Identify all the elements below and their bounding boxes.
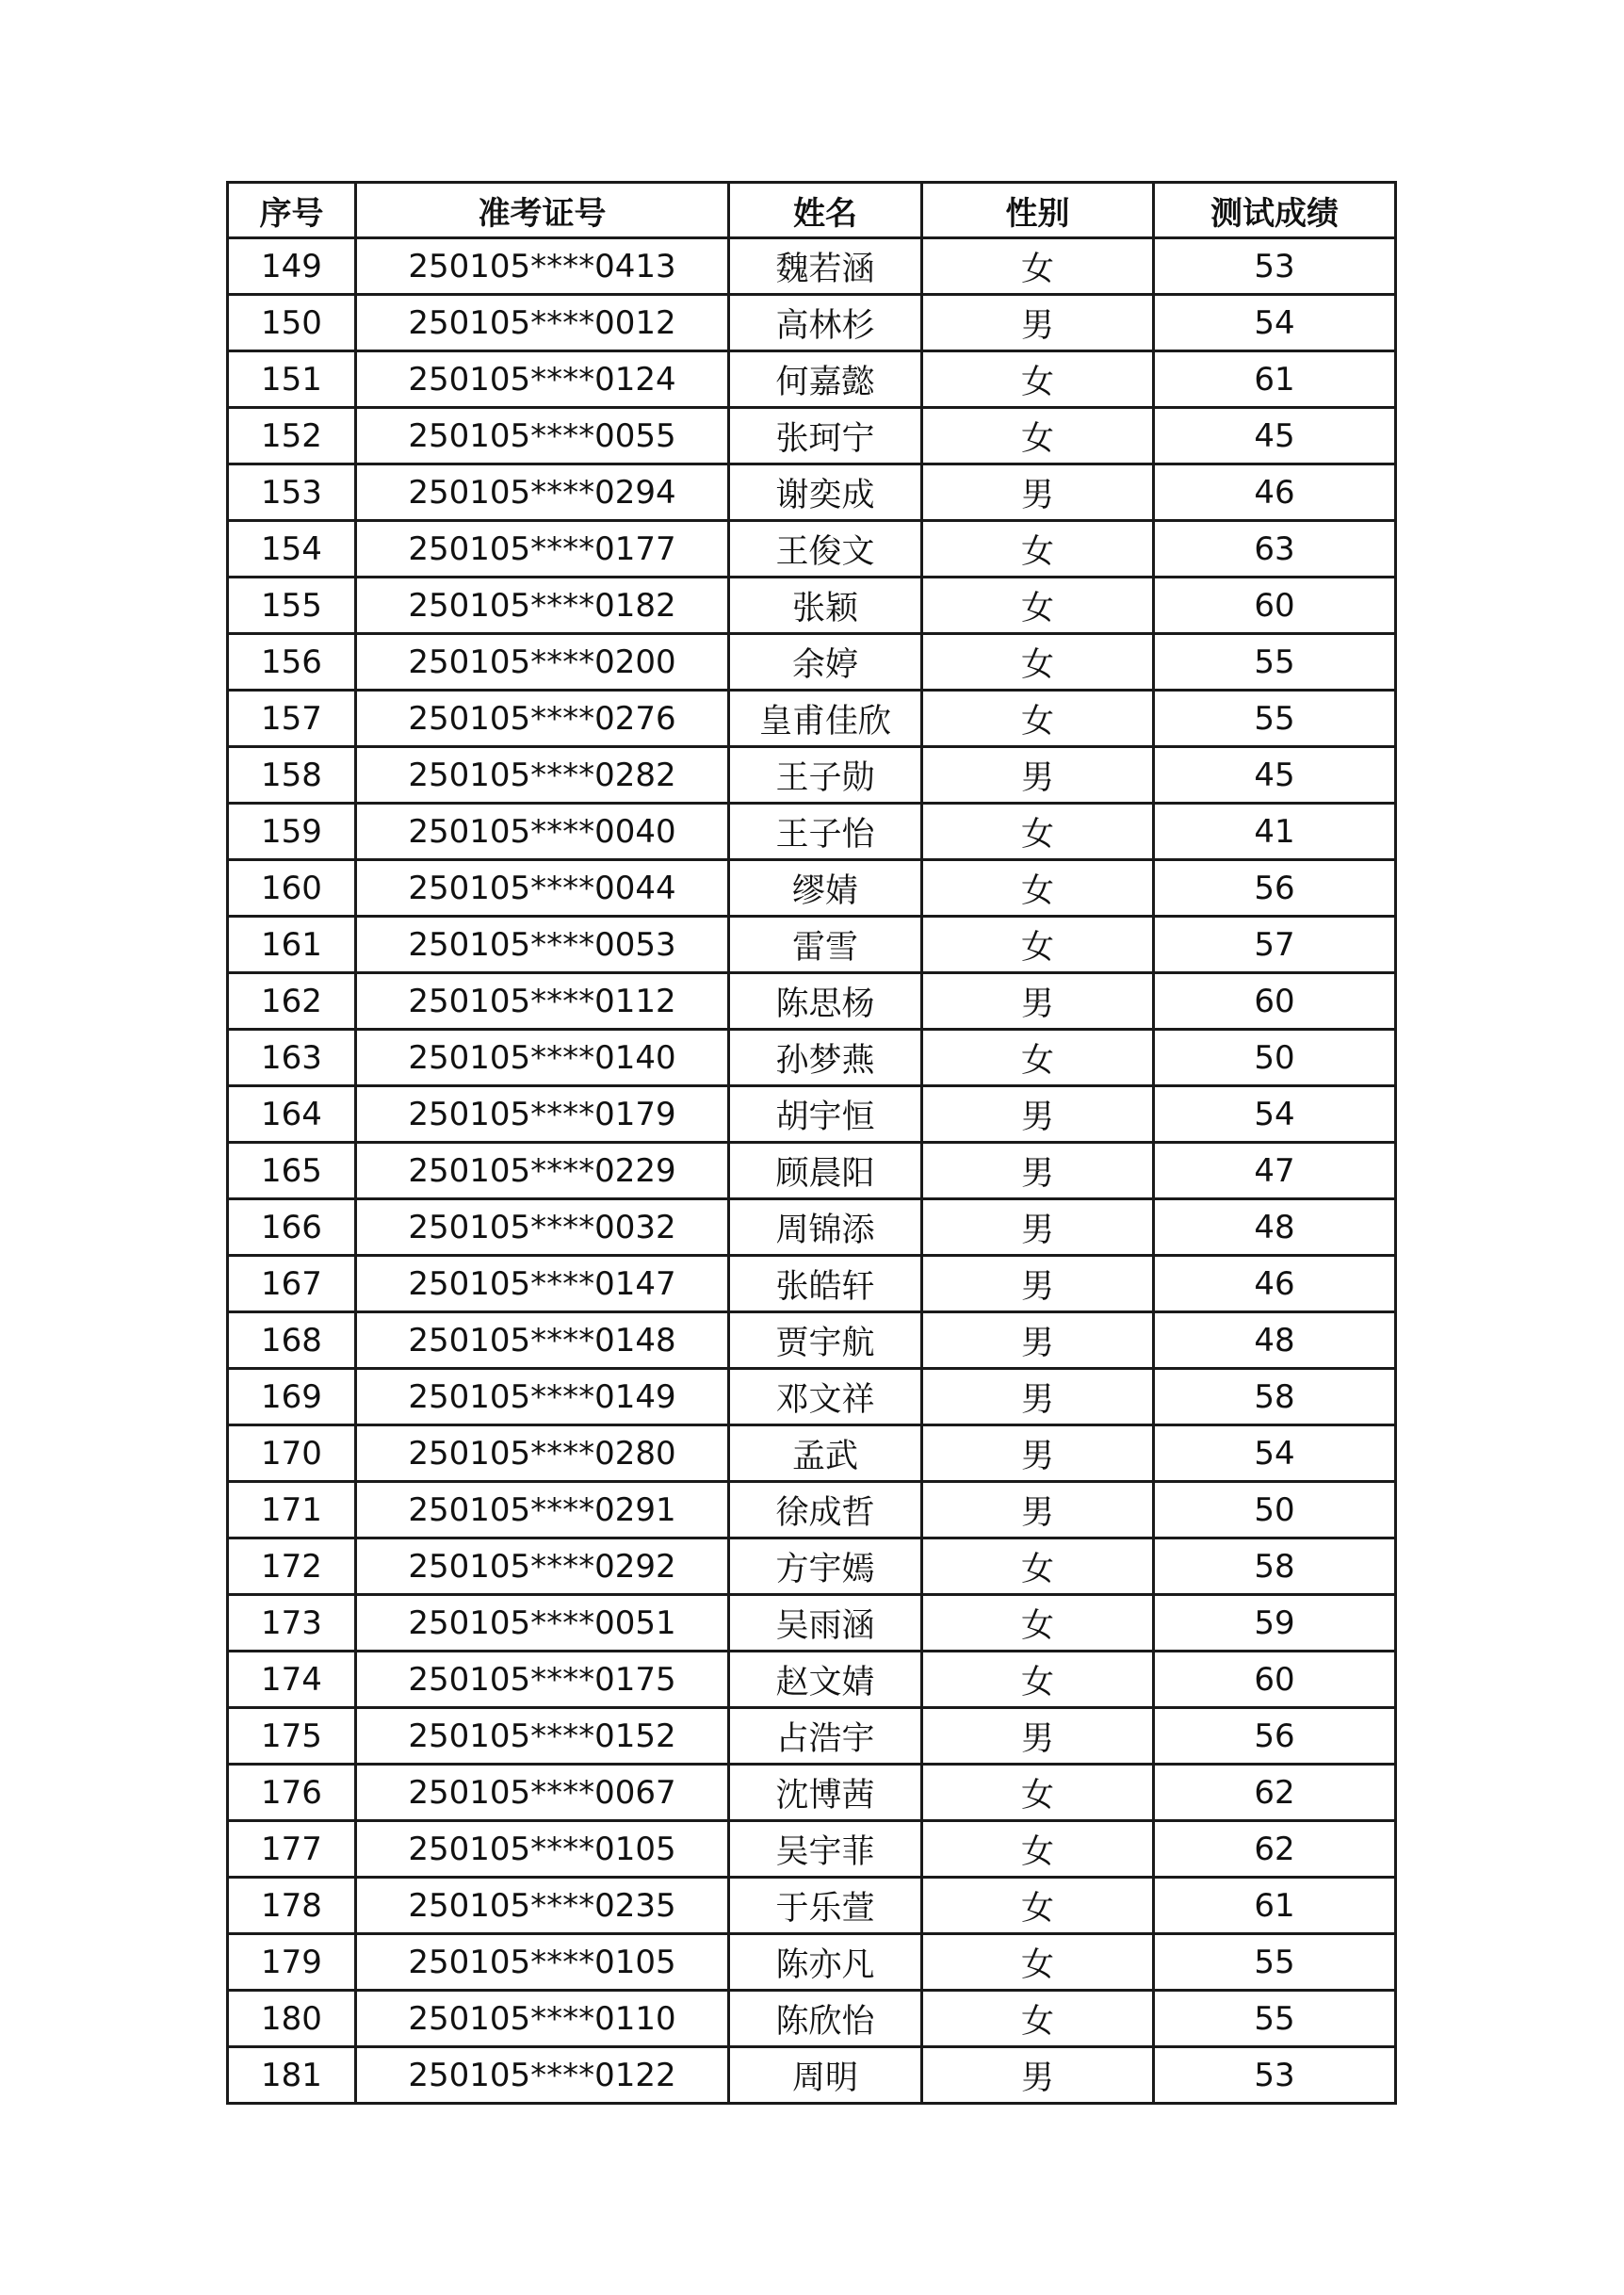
score-cell: 58 bbox=[1154, 1369, 1396, 1425]
score-cell: 50 bbox=[1154, 1482, 1396, 1538]
gender-cell: 女 bbox=[922, 917, 1154, 973]
score-cell: 56 bbox=[1154, 1708, 1396, 1765]
table-row bbox=[228, 1312, 1396, 1369]
ticket-number-cell: 250105****0055 bbox=[356, 408, 729, 464]
gender-cell: 男 bbox=[922, 1708, 1154, 1765]
gender-cell: 女 bbox=[922, 1538, 1154, 1595]
score-cell: 53 bbox=[1154, 2047, 1396, 2104]
ticket-number-cell: 250105****0112 bbox=[356, 973, 729, 1030]
ticket-number-cell: 250105****0148 bbox=[356, 1312, 729, 1369]
name-cell: 余婷 bbox=[729, 634, 922, 691]
ticket-number-cell: 250105****0229 bbox=[356, 1143, 729, 1199]
seq-cell: 170 bbox=[228, 1425, 356, 1482]
seq-cell: 157 bbox=[228, 691, 356, 747]
name-cell: 贾宇航 bbox=[729, 1312, 922, 1369]
table-row bbox=[228, 1878, 1396, 1934]
column-header-ticket: 准考证号 bbox=[356, 183, 729, 238]
score-cell: 63 bbox=[1154, 521, 1396, 578]
seq-cell: 158 bbox=[228, 747, 356, 804]
seq-cell: 176 bbox=[228, 1765, 356, 1821]
ticket-number-cell: 250105****0040 bbox=[356, 804, 729, 860]
seq-cell: 169 bbox=[228, 1369, 356, 1425]
gender-cell: 女 bbox=[922, 1878, 1154, 1934]
gender-cell: 男 bbox=[922, 1199, 1154, 1256]
ticket-number-cell: 250105****0200 bbox=[356, 634, 729, 691]
gender-cell: 女 bbox=[922, 1934, 1154, 1991]
table-row bbox=[228, 351, 1396, 408]
score-cell: 56 bbox=[1154, 860, 1396, 917]
seq-cell: 180 bbox=[228, 1991, 356, 2047]
ticket-number-cell: 250105****0175 bbox=[356, 1652, 729, 1708]
gender-cell: 男 bbox=[922, 1256, 1154, 1312]
score-table bbox=[226, 181, 1397, 2105]
score-cell: 41 bbox=[1154, 804, 1396, 860]
seq-cell: 168 bbox=[228, 1312, 356, 1369]
table-header bbox=[228, 183, 1396, 238]
score-cell: 54 bbox=[1154, 295, 1396, 351]
ticket-number-cell: 250105****0140 bbox=[356, 1030, 729, 1086]
seq-cell: 149 bbox=[228, 238, 356, 295]
score-sheet bbox=[226, 181, 1394, 2105]
name-cell: 陈欣怡 bbox=[729, 1991, 922, 2047]
column-header-gender: 性别 bbox=[922, 183, 1154, 238]
name-cell: 吴雨涵 bbox=[729, 1595, 922, 1652]
ticket-number-cell: 250105****0053 bbox=[356, 917, 729, 973]
seq-cell: 166 bbox=[228, 1199, 356, 1256]
table-row bbox=[228, 804, 1396, 860]
seq-cell: 175 bbox=[228, 1708, 356, 1765]
name-cell: 周明 bbox=[729, 2047, 922, 2104]
name-cell: 占浩宇 bbox=[729, 1708, 922, 1765]
gender-cell: 男 bbox=[922, 1369, 1154, 1425]
table-row bbox=[228, 973, 1396, 1030]
gender-cell: 男 bbox=[922, 1086, 1154, 1143]
score-cell: 45 bbox=[1154, 747, 1396, 804]
seq-cell: 181 bbox=[228, 2047, 356, 2104]
name-cell: 于乐萱 bbox=[729, 1878, 922, 1934]
score-cell: 61 bbox=[1154, 1878, 1396, 1934]
table-row bbox=[228, 1595, 1396, 1652]
table-row bbox=[228, 1821, 1396, 1878]
ticket-number-cell: 250105****0110 bbox=[356, 1991, 729, 2047]
seq-cell: 171 bbox=[228, 1482, 356, 1538]
table-row bbox=[228, 1256, 1396, 1312]
seq-cell: 178 bbox=[228, 1878, 356, 1934]
gender-cell: 女 bbox=[922, 1030, 1154, 1086]
gender-cell: 男 bbox=[922, 1312, 1154, 1369]
table-row bbox=[228, 917, 1396, 973]
gender-cell: 男 bbox=[922, 747, 1154, 804]
gender-cell: 女 bbox=[922, 860, 1154, 917]
table-row bbox=[228, 1199, 1396, 1256]
name-cell: 孙梦燕 bbox=[729, 1030, 922, 1086]
name-cell: 顾晨阳 bbox=[729, 1143, 922, 1199]
ticket-number-cell: 250105****0149 bbox=[356, 1369, 729, 1425]
score-cell: 48 bbox=[1154, 1312, 1396, 1369]
table-row bbox=[228, 1991, 1396, 2047]
name-cell: 何嘉懿 bbox=[729, 351, 922, 408]
gender-cell: 男 bbox=[922, 2047, 1154, 2104]
ticket-number-cell: 250105****0105 bbox=[356, 1821, 729, 1878]
name-cell: 周锦添 bbox=[729, 1199, 922, 1256]
column-header-seq: 序号 bbox=[228, 183, 356, 238]
seq-cell: 156 bbox=[228, 634, 356, 691]
table-row bbox=[228, 1934, 1396, 1991]
ticket-number-cell: 250105****0280 bbox=[356, 1425, 729, 1482]
score-cell: 60 bbox=[1154, 973, 1396, 1030]
score-cell: 45 bbox=[1154, 408, 1396, 464]
seq-cell: 154 bbox=[228, 521, 356, 578]
seq-cell: 155 bbox=[228, 578, 356, 634]
name-cell: 魏若涵 bbox=[729, 238, 922, 295]
name-cell: 张珂宁 bbox=[729, 408, 922, 464]
ticket-number-cell: 250105****0044 bbox=[356, 860, 729, 917]
table-row bbox=[228, 1425, 1396, 1482]
ticket-number-cell: 250105****0235 bbox=[356, 1878, 729, 1934]
column-header-score: 测试成绩 bbox=[1154, 183, 1396, 238]
ticket-number-cell: 250105****0147 bbox=[356, 1256, 729, 1312]
name-cell: 胡宇恒 bbox=[729, 1086, 922, 1143]
table-row bbox=[228, 1030, 1396, 1086]
seq-cell: 164 bbox=[228, 1086, 356, 1143]
table-row bbox=[228, 1369, 1396, 1425]
seq-cell: 177 bbox=[228, 1821, 356, 1878]
score-cell: 50 bbox=[1154, 1030, 1396, 1086]
score-cell: 54 bbox=[1154, 1425, 1396, 1482]
score-cell: 55 bbox=[1154, 1934, 1396, 1991]
table-row bbox=[228, 464, 1396, 521]
table-row bbox=[228, 691, 1396, 747]
table-row bbox=[228, 1143, 1396, 1199]
score-cell: 60 bbox=[1154, 1652, 1396, 1708]
gender-cell: 女 bbox=[922, 238, 1154, 295]
table-row bbox=[228, 634, 1396, 691]
name-cell: 高林杉 bbox=[729, 295, 922, 351]
table-row bbox=[228, 1086, 1396, 1143]
table-row bbox=[228, 1765, 1396, 1821]
table-row bbox=[228, 521, 1396, 578]
seq-cell: 172 bbox=[228, 1538, 356, 1595]
score-cell: 57 bbox=[1154, 917, 1396, 973]
ticket-number-cell: 250105****0152 bbox=[356, 1708, 729, 1765]
ticket-number-cell: 250105****0182 bbox=[356, 578, 729, 634]
score-cell: 47 bbox=[1154, 1143, 1396, 1199]
gender-cell: 女 bbox=[922, 804, 1154, 860]
ticket-number-cell: 250105****0294 bbox=[356, 464, 729, 521]
column-header-name: 姓名 bbox=[729, 183, 922, 238]
ticket-number-cell: 250105****0051 bbox=[356, 1595, 729, 1652]
score-cell: 61 bbox=[1154, 351, 1396, 408]
score-cell: 53 bbox=[1154, 238, 1396, 295]
ticket-number-cell: 250105****0292 bbox=[356, 1538, 729, 1595]
seq-cell: 167 bbox=[228, 1256, 356, 1312]
seq-cell: 150 bbox=[228, 295, 356, 351]
score-cell: 54 bbox=[1154, 1086, 1396, 1143]
score-cell: 58 bbox=[1154, 1538, 1396, 1595]
name-cell: 王子勋 bbox=[729, 747, 922, 804]
score-cell: 48 bbox=[1154, 1199, 1396, 1256]
gender-cell: 女 bbox=[922, 1821, 1154, 1878]
ticket-number-cell: 250105****0413 bbox=[356, 238, 729, 295]
table-row bbox=[228, 747, 1396, 804]
ticket-number-cell: 250105****0124 bbox=[356, 351, 729, 408]
gender-cell: 女 bbox=[922, 578, 1154, 634]
gender-cell: 女 bbox=[922, 1991, 1154, 2047]
name-cell: 邓文祥 bbox=[729, 1369, 922, 1425]
table-row bbox=[228, 1652, 1396, 1708]
seq-cell: 162 bbox=[228, 973, 356, 1030]
table-row bbox=[228, 238, 1396, 295]
name-cell: 沈博茜 bbox=[729, 1765, 922, 1821]
name-cell: 皇甫佳欣 bbox=[729, 691, 922, 747]
seq-cell: 151 bbox=[228, 351, 356, 408]
name-cell: 王俊文 bbox=[729, 521, 922, 578]
gender-cell: 女 bbox=[922, 521, 1154, 578]
name-cell: 陈亦凡 bbox=[729, 1934, 922, 1991]
name-cell: 缪婧 bbox=[729, 860, 922, 917]
score-cell: 62 bbox=[1154, 1821, 1396, 1878]
gender-cell: 男 bbox=[922, 464, 1154, 521]
ticket-number-cell: 250105****0291 bbox=[356, 1482, 729, 1538]
gender-cell: 女 bbox=[922, 408, 1154, 464]
seq-cell: 173 bbox=[228, 1595, 356, 1652]
ticket-number-cell: 250105****0179 bbox=[356, 1086, 729, 1143]
ticket-number-cell: 250105****0105 bbox=[356, 1934, 729, 1991]
ticket-number-cell: 250105****0012 bbox=[356, 295, 729, 351]
name-cell: 孟武 bbox=[729, 1425, 922, 1482]
seq-cell: 161 bbox=[228, 917, 356, 973]
gender-cell: 男 bbox=[922, 973, 1154, 1030]
seq-cell: 163 bbox=[228, 1030, 356, 1086]
gender-cell: 女 bbox=[922, 1595, 1154, 1652]
gender-cell: 男 bbox=[922, 295, 1154, 351]
seq-cell: 174 bbox=[228, 1652, 356, 1708]
score-cell: 59 bbox=[1154, 1595, 1396, 1652]
score-cell: 60 bbox=[1154, 578, 1396, 634]
ticket-number-cell: 250105****0177 bbox=[356, 521, 729, 578]
score-cell: 55 bbox=[1154, 634, 1396, 691]
ticket-number-cell: 250105****0067 bbox=[356, 1765, 729, 1821]
score-cell: 55 bbox=[1154, 691, 1396, 747]
table-row bbox=[228, 2047, 1396, 2104]
seq-cell: 179 bbox=[228, 1934, 356, 1991]
name-cell: 张颖 bbox=[729, 578, 922, 634]
ticket-number-cell: 250105****0032 bbox=[356, 1199, 729, 1256]
gender-cell: 女 bbox=[922, 691, 1154, 747]
name-cell: 方宇嫣 bbox=[729, 1538, 922, 1595]
ticket-number-cell: 250105****0122 bbox=[356, 2047, 729, 2104]
table-row bbox=[228, 860, 1396, 917]
score-cell: 46 bbox=[1154, 1256, 1396, 1312]
seq-cell: 165 bbox=[228, 1143, 356, 1199]
name-cell: 徐成哲 bbox=[729, 1482, 922, 1538]
name-cell: 赵文婧 bbox=[729, 1652, 922, 1708]
header-row bbox=[228, 183, 1396, 238]
seq-cell: 160 bbox=[228, 860, 356, 917]
seq-cell: 152 bbox=[228, 408, 356, 464]
gender-cell: 男 bbox=[922, 1143, 1154, 1199]
gender-cell: 女 bbox=[922, 351, 1154, 408]
table-body bbox=[228, 238, 1396, 2104]
table-row bbox=[228, 1538, 1396, 1595]
name-cell: 张皓轩 bbox=[729, 1256, 922, 1312]
gender-cell: 男 bbox=[922, 1425, 1154, 1482]
table-row bbox=[228, 295, 1396, 351]
score-cell: 46 bbox=[1154, 464, 1396, 521]
table-row bbox=[228, 1708, 1396, 1765]
score-cell: 62 bbox=[1154, 1765, 1396, 1821]
table-row bbox=[228, 1482, 1396, 1538]
seq-cell: 159 bbox=[228, 804, 356, 860]
name-cell: 王子怡 bbox=[729, 804, 922, 860]
gender-cell: 女 bbox=[922, 1652, 1154, 1708]
gender-cell: 女 bbox=[922, 634, 1154, 691]
name-cell: 陈思杨 bbox=[729, 973, 922, 1030]
name-cell: 雷雪 bbox=[729, 917, 922, 973]
name-cell: 吴宇菲 bbox=[729, 1821, 922, 1878]
gender-cell: 男 bbox=[922, 1482, 1154, 1538]
ticket-number-cell: 250105****0276 bbox=[356, 691, 729, 747]
ticket-number-cell: 250105****0282 bbox=[356, 747, 729, 804]
score-cell: 55 bbox=[1154, 1991, 1396, 2047]
table-row bbox=[228, 578, 1396, 634]
gender-cell: 女 bbox=[922, 1765, 1154, 1821]
table-row bbox=[228, 408, 1396, 464]
seq-cell: 153 bbox=[228, 464, 356, 521]
name-cell: 谢奕成 bbox=[729, 464, 922, 521]
